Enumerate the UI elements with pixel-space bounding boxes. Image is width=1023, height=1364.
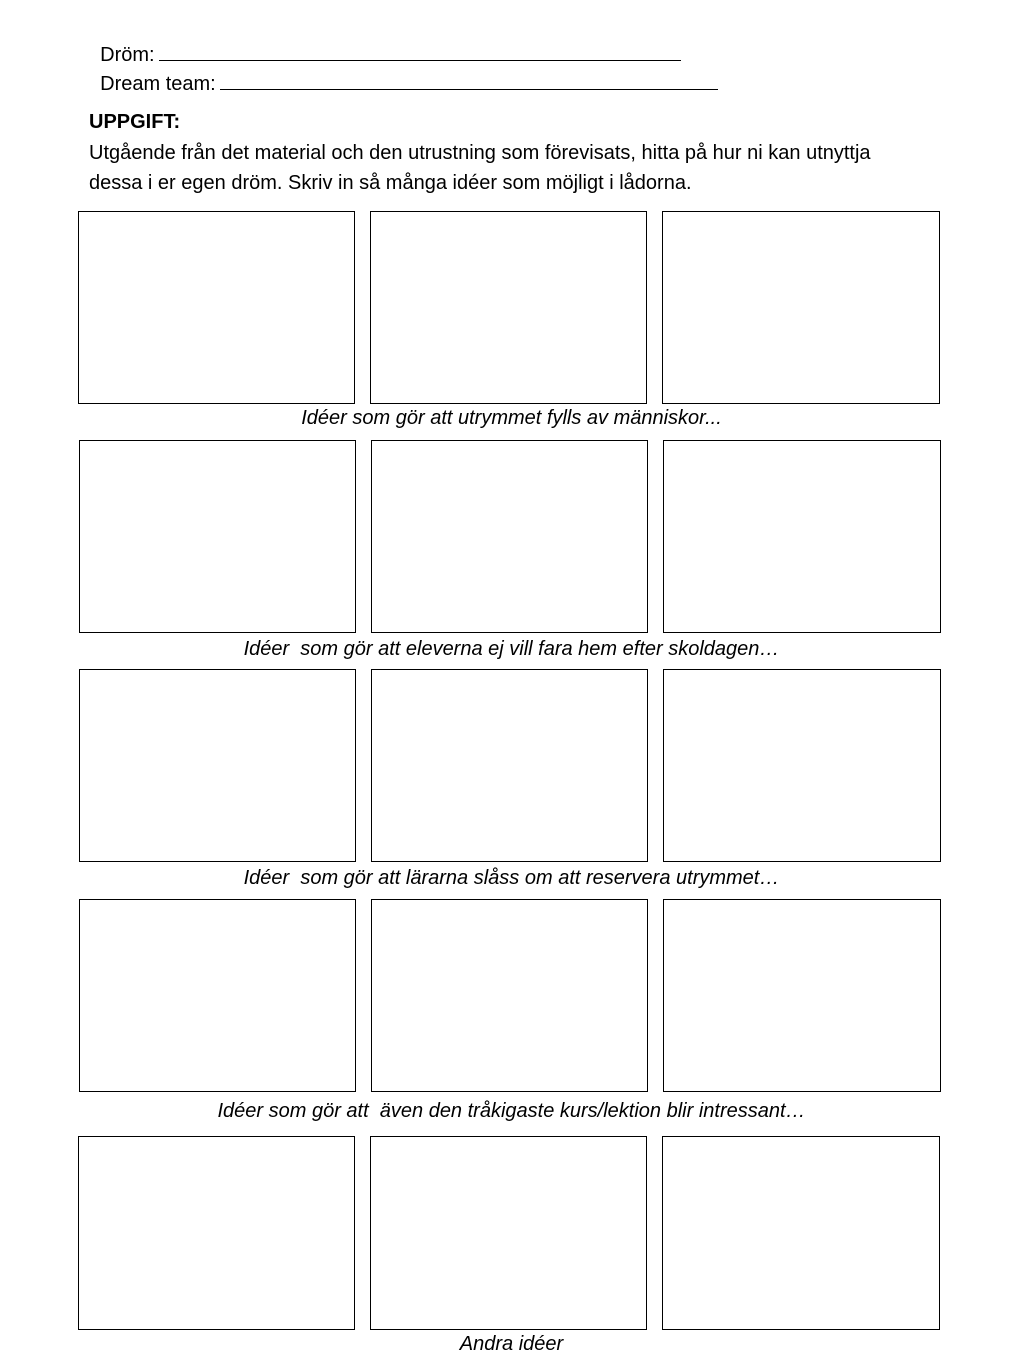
idea-box[interactable] <box>370 211 647 404</box>
section-caption: Idéer som gör att utrymmet fylls av människor... <box>301 407 722 429</box>
idea-box[interactable] <box>79 440 356 633</box>
idea-box[interactable] <box>663 669 941 862</box>
idea-box[interactable] <box>663 440 941 633</box>
dream-team-field[interactable] <box>89 41 718 98</box>
idea-box[interactable] <box>79 899 356 1092</box>
section-caption: Idéer som gör att även den tråkigaste kurs/lektion blir intressant… <box>217 1100 806 1122</box>
idea-box[interactable] <box>663 899 941 1092</box>
dream-team-label: Dream team: <box>100 73 216 95</box>
idea-box[interactable] <box>78 211 355 404</box>
idea-box[interactable] <box>371 669 648 862</box>
drom-label: Dröm: <box>100 44 155 66</box>
idea-box[interactable] <box>662 1136 940 1330</box>
idea-box[interactable] <box>79 669 356 862</box>
idea-box[interactable] <box>78 1136 355 1330</box>
section-caption: Idéer som gör att eleverna ej vill fara hem efter skoldagen… <box>243 638 780 660</box>
idea-box[interactable] <box>370 1136 647 1330</box>
task-instructions: Utgående från det material och den utrustning som förevisats, hitta på hur ni kan utnyttja dessa i er egen dröm. Skriv in så många idéer som möjligt i lådorna. <box>89 142 871 194</box>
section-caption: Idéer som gör att lärarna slåss om att reservera utrymmet… <box>243 867 780 889</box>
task-heading: UPPGIFT: <box>89 111 181 133</box>
section-caption: Andra idéer <box>459 1333 564 1355</box>
dream-team-blank-line[interactable] <box>220 69 718 90</box>
idea-box[interactable] <box>662 211 940 404</box>
idea-box[interactable] <box>371 440 648 633</box>
idea-box[interactable] <box>371 899 648 1092</box>
